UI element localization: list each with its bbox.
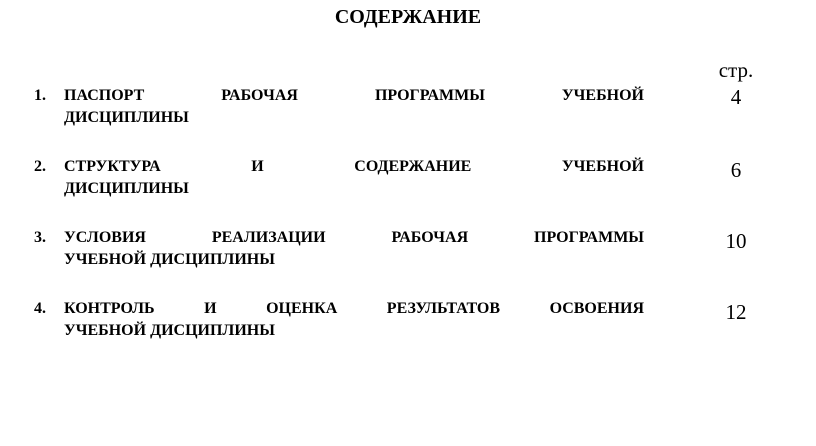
toc-item-3 [0,227,816,277]
page-title: СОДЕРЖАНИЕ [334,6,482,28]
toc-item-number: 2. [34,158,46,175]
toc-item-title [64,227,644,271]
page-column-label: стр. [718,58,754,82]
toc-item-title-line1: ПАСПОРТ РАБОЧАЯ ПРОГРАММЫ УЧЕБНОЙ [64,87,644,104]
toc-item-title-line1: СТРУКТУРА И СОДЕРЖАНИЕ УЧЕБНОЙ [64,158,644,175]
toc-item-number: 4. [34,300,46,317]
toc-item-2 [0,156,816,206]
toc-item-page: 6 [730,158,742,182]
toc-item-4 [0,298,816,348]
toc-item-title-line2: ДИСЦИПЛИНЫ [64,109,189,126]
toc-item-number: 3. [34,229,46,246]
toc-item-title [64,298,644,342]
toc-item-title [64,156,644,200]
toc-item-title-line2: УЧЕБНОЙ ДИСЦИПЛИНЫ [64,251,275,268]
toc-item-title-line2: ДИСЦИПЛИНЫ [64,180,189,197]
toc-item-title [64,85,644,129]
toc-item-page: 4 [730,85,742,109]
toc-item-page: 10 [725,229,747,253]
toc-item-title-line2: УЧЕБНОЙ ДИСЦИПЛИНЫ [64,322,275,339]
toc-item-title-line1: КОНТРОЛЬ И ОЦЕНКА РЕЗУЛЬТАТОВ ОСВОЕНИЯ [64,300,644,317]
toc-item-number: 1. [34,87,46,104]
toc-item-page: 12 [725,300,747,324]
toc-item-title-line1: УСЛОВИЯ РЕАЛИЗАЦИИ РАБОЧАЯ ПРОГРАММЫ [64,229,644,246]
toc-item-1 [0,85,816,135]
